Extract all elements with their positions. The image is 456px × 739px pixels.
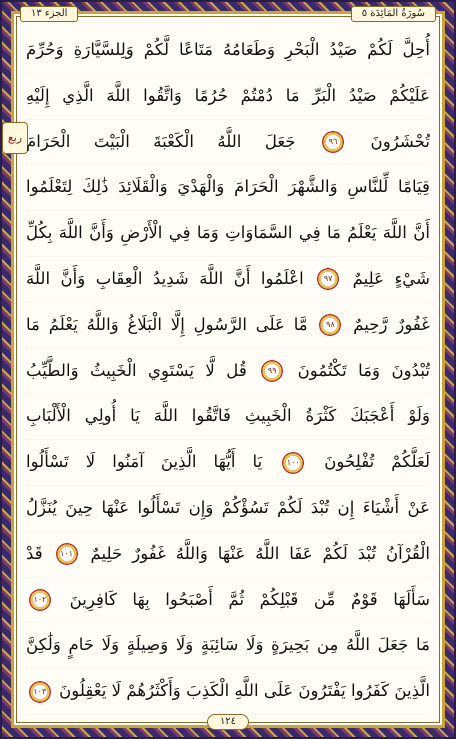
verse-text: قَدْ — [26, 543, 43, 563]
verse-text: غَفُورٌ رَّحِيمٌ — [353, 314, 430, 334]
verse-text: يَا أَيُّهَا الَّذِينَ آمَنُوا لَا تَسْأَلُوا — [26, 452, 263, 472]
text-line — [26, 486, 430, 532]
text-line — [26, 669, 430, 715]
verse-text: تُحْشَرُونَ — [370, 131, 430, 151]
text-line — [26, 440, 430, 486]
quran-text-body — [26, 28, 430, 706]
verse-text: شَيْءٍ عَلِيمٌ — [352, 268, 430, 288]
text-line — [26, 257, 430, 303]
text-line — [26, 532, 430, 578]
ayah-number-marker: ٩٨ — [319, 314, 341, 336]
ayah-number-marker: ٩٦ — [322, 131, 344, 153]
verse-text: قِيَامًا لِّلنَّاسِ وَالشَّهْرَ الْحَرَامَ وَالْهَدْيَ وَالْقَلَائِدَ ذَٰلِكَ لِتَعْلَمُوا — [26, 177, 430, 197]
verse-text: تُبْدُونَ وَمَا تَكْتُمُونَ — [297, 360, 430, 380]
page-number: ١٢٤ — [207, 714, 249, 730]
ayah-number-marker: ١٠٠ — [282, 452, 304, 474]
ayah-number-marker: ١٠٢ — [29, 589, 51, 611]
verse-text: الْقُرْآنُ تُبْدَ لَكُمْ عَفَا اللَّهُ عَنْهَا وَاللَّهُ غَفُورٌ حَلِيمٌ — [90, 543, 430, 563]
text-line — [26, 74, 430, 120]
text-line — [26, 211, 430, 257]
ayah-number-marker: ١٠١ — [56, 543, 78, 565]
verse-text: أَنَّ اللَّهَ يَعْلَمُ مَا فِي السَّمَاوَاتِ وَمَا فِي الْأَرْضِ وَأَنَّ اللَّهَ بِكُلِّ — [26, 223, 430, 243]
verse-text: اعْلَمُوا أَنَّ اللَّهَ شَدِيدُ الْعِقَابِ وَأَنَّ اللَّهَ — [26, 268, 304, 288]
ayah-number-marker: ٩٧ — [317, 268, 339, 290]
verse-text: سَأَلَهَا قَوْمٌ مِّن قَبْلِكُمْ ثُمَّ أَصْبَحُوا بِهَا كَافِرِينَ — [69, 589, 430, 609]
juz-label: الجزء ١٣ — [20, 6, 78, 22]
verse-text: أُحِلَّ لَكُمْ صَيْدُ الْبَحْرِ وَطَعَامُهُ مَتَاعًا لَّكُمْ وَلِلسَّيَّارَةِ وَحُرِّمَ — [26, 40, 430, 59]
text-line — [26, 349, 430, 395]
hizb-quarter-marker: ربع — [2, 122, 28, 154]
text-line — [26, 303, 430, 349]
text-line — [26, 28, 430, 74]
text-line — [26, 165, 430, 211]
verse-text: مَّا عَلَى الرَّسُولِ إِلَّا الْبَلَاغُ وَاللَّهُ يَعْلَمُ مَا — [26, 314, 308, 334]
verse-text: لَعَلَّكُمْ تُفْلِحُونَ — [324, 452, 430, 472]
text-line — [26, 578, 430, 624]
verse-text: جَعَلَ اللَّهُ الْكَعْبَةَ الْبَيْتَ الْحَرَامَ — [26, 131, 296, 151]
verse-text: عَلَيْكُمْ صَيْدُ الْبَرِّ مَا دُمْتُمْ حُرُمًا وَاتَّقُوا اللَّهَ الَّذِي إِلَيْهِ — [26, 85, 430, 105]
text-line — [26, 623, 430, 669]
text-line — [26, 120, 430, 166]
verse-text: قُل لَّا يَسْتَوِي الْخَبِيثُ وَالطَّيِّبُ — [26, 360, 247, 380]
page-footer — [0, 714, 456, 732]
ayah-number-marker: ١٠٣ — [29, 681, 51, 703]
verse-text: الَّذِينَ كَفَرُوا يَفْتَرُونَ عَلَى اللَّهِ الْكَذِبَ وَأَكْثَرُهُمْ لَا يَعْقِلُونَ — [59, 681, 430, 701]
page-header — [20, 4, 436, 24]
verse-text: عَنْ أَشْيَاءَ إِن تُبْدَ لَكُمْ تَسُؤْكُمْ وَإِن تَسْأَلُوا عَنْهَا حِينَ يُنَزَّلُ — [26, 497, 430, 517]
surah-label: سُورَةُ المَائِدَة ٥ — [351, 6, 436, 22]
verse-text: مَا جَعَلَ اللَّهُ مِن بَحِيرَةٍ وَلَا سَائِبَةٍ وَلَا وَصِيلَةٍ وَلَا حَامٍ وَلَٰكِنَّ — [26, 635, 430, 655]
ayah-number-marker: ٩٩ — [261, 360, 283, 382]
verse-text: وَلَوْ أَعْجَبَكَ كَثْرَةُ الْخَبِيثِ فَاتَّقُوا اللَّهَ يَا أُولِي الْأَلْبَابِ — [26, 406, 430, 426]
text-line — [26, 394, 430, 440]
